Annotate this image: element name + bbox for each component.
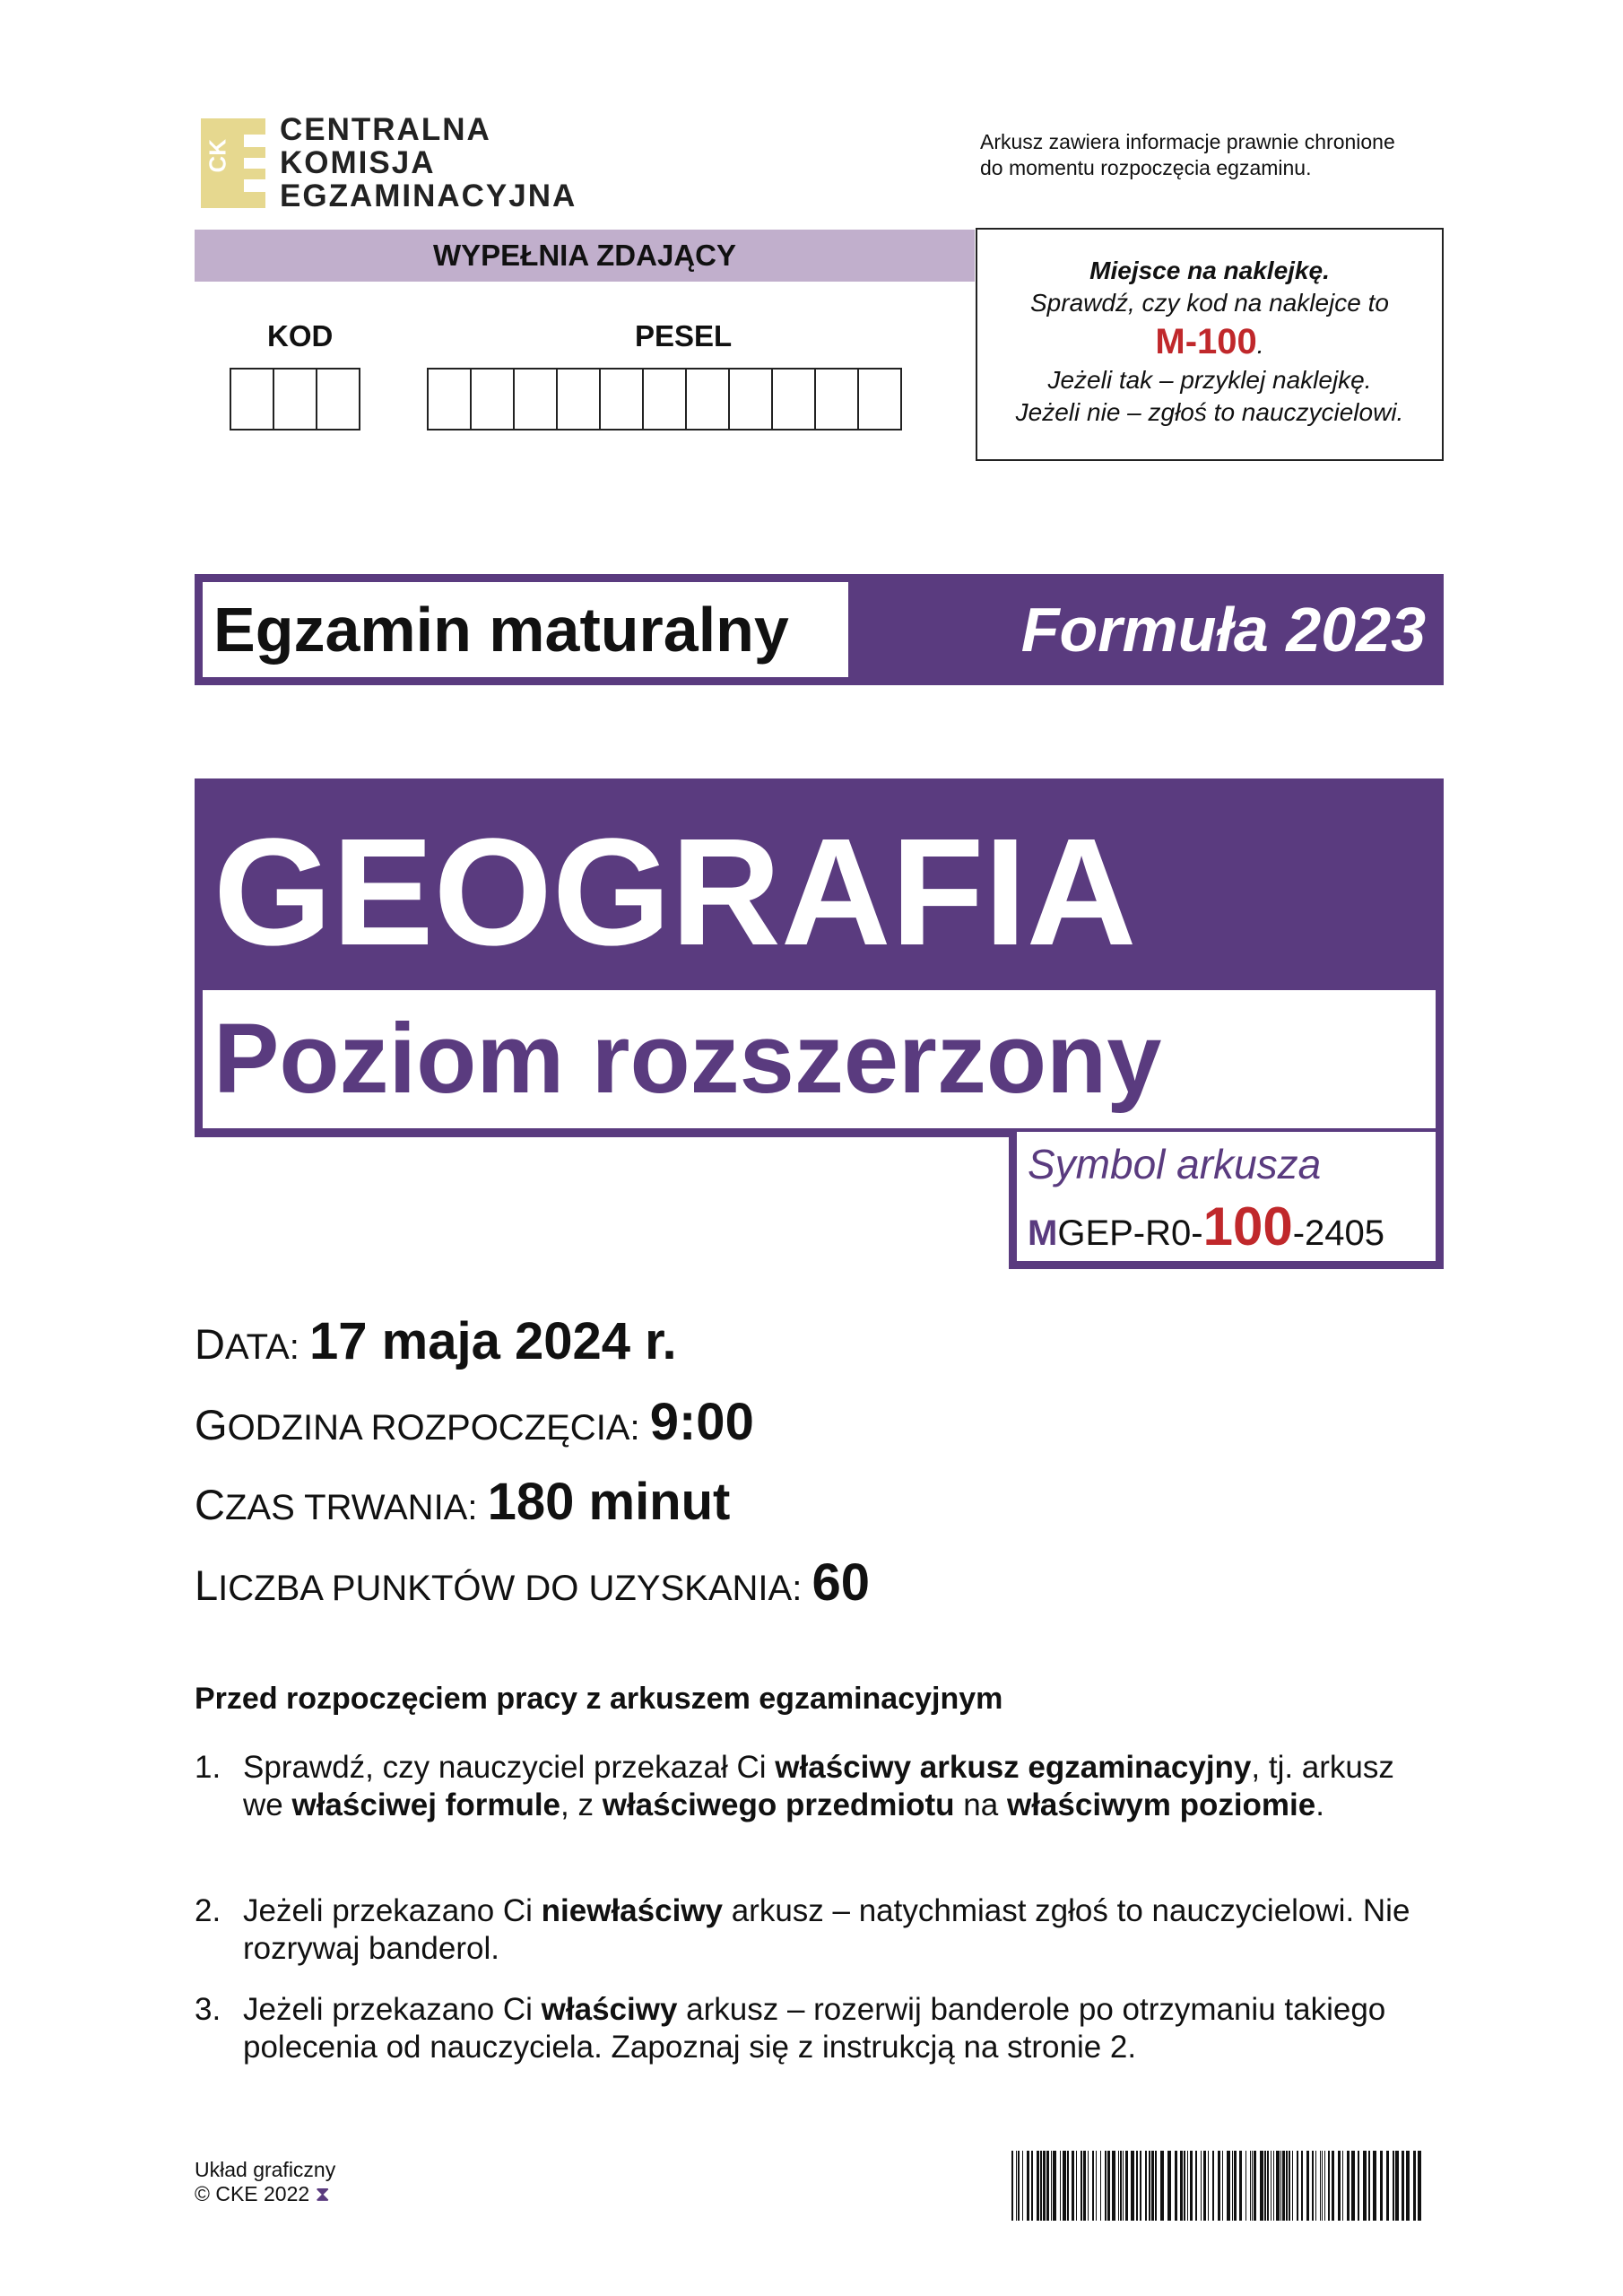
instruction-item <box>195 1749 1432 1824</box>
footer-credit <box>195 2158 335 2206</box>
notice-line: Arkusz zawiera informacje prawnie chronione <box>980 130 1395 153</box>
barcode-bar <box>1081 2151 1082 2221</box>
barcode-bar <box>1180 2151 1183 2221</box>
digit-box[interactable] <box>556 368 601 430</box>
instruction-item <box>195 1892 1432 1968</box>
barcode-bar <box>1418 2151 1421 2221</box>
barcode-bar <box>1201 2151 1202 2221</box>
barcode-bar <box>1123 2151 1124 2221</box>
barcode-bar <box>1338 2151 1341 2221</box>
barcode-bar <box>1018 2151 1020 2221</box>
sticker-line: Jeżeli nie – zgłoś to nauczycielowi. <box>1015 398 1404 426</box>
logo-line: EGZAMINACYJNA <box>280 178 577 213</box>
barcode-bar <box>1273 2151 1274 2221</box>
barcode-bar <box>1031 2151 1033 2221</box>
barcode-bar <box>1046 2151 1049 2221</box>
footer-line: © CKE 2022 <box>195 2182 310 2205</box>
barcode-bar <box>1380 2151 1383 2221</box>
barcode-bar <box>1368 2151 1370 2221</box>
barcode-bar <box>1092 2151 1094 2221</box>
subject-name: GEOGRAFIA <box>213 807 1137 978</box>
before-heading: Przed rozpoczęciem pracy z arkuszem egzaminacyjnym <box>195 1682 1003 1716</box>
barcode-bar <box>1218 2151 1220 2221</box>
barcode-bar <box>1160 2151 1164 2221</box>
barcode-bar <box>1022 2151 1023 2221</box>
barcode-bar <box>1363 2151 1367 2221</box>
barcode-bar <box>1332 2151 1334 2221</box>
barcode-bar <box>1280 2151 1281 2221</box>
barcode-bar <box>1037 2151 1039 2221</box>
subject-level: Poziom rozszerzony <box>213 1004 1162 1114</box>
barcode-bar <box>1105 2151 1107 2221</box>
barcode-bar <box>1306 2151 1309 2221</box>
info-value: 9:00 <box>649 1393 754 1451</box>
instruction-number: 1. <box>195 1750 221 1785</box>
cke-logo-text <box>280 113 577 213</box>
instruction-text: Sprawdź, czy nauczyciel przekazał Ci właściwy arkusz egzaminacyjny, tj. arkusz we właściwej formule, z właściwego przedmiotu na właściwym poziomie. <box>243 1750 1394 1822</box>
barcode-bar <box>1053 2151 1056 2221</box>
barcode-bar <box>1076 2151 1077 2221</box>
logo-line: KOMISJA <box>280 145 436 180</box>
info-cap: C <box>195 1481 225 1528</box>
sticker-code-suffix: . <box>1256 331 1264 359</box>
info-label: ICZBA PUNKTÓW DO UZYSKANIA: <box>218 1569 803 1608</box>
barcode-bar <box>1060 2151 1061 2221</box>
symbol-suffix: -2405 <box>1292 1213 1384 1253</box>
exam-formula: Formuła 2023 <box>1020 595 1426 665</box>
barcode-bar <box>1167 2151 1171 2221</box>
digit-box[interactable] <box>316 368 360 430</box>
symbol-label: Symbol arkusza <box>1028 1141 1322 1187</box>
barcode-bar <box>1232 2151 1233 2221</box>
barcode-bar <box>1358 2151 1359 2221</box>
info-value: 17 maja 2024 r. <box>309 1312 677 1370</box>
barcode-bar <box>1175 2151 1177 2221</box>
instruction-number: 3. <box>195 1992 221 2027</box>
barcode-bar <box>1088 2151 1089 2221</box>
barcode-bar <box>1289 2151 1290 2221</box>
digit-box[interactable] <box>470 368 515 430</box>
sticker-code: M-100 <box>1155 322 1257 361</box>
barcode-bar <box>1297 2151 1298 2221</box>
barcode-bar <box>1107 2151 1110 2221</box>
kod-input-boxes[interactable] <box>231 368 360 430</box>
hourglass-icon: ⧗ <box>315 2182 330 2205</box>
info-duration <box>195 1475 730 1535</box>
info-cap: D <box>195 1320 225 1368</box>
barcode-bar <box>1222 2151 1223 2221</box>
info-label: ATA: <box>224 1327 299 1367</box>
barcode-bar <box>1312 2151 1314 2221</box>
barcode-bar <box>1027 2151 1029 2221</box>
barcode-bar <box>1149 2151 1150 2221</box>
logo-e-shape <box>233 118 265 208</box>
barcode-bar <box>1040 2151 1042 2221</box>
digit-box[interactable] <box>685 368 730 430</box>
pesel-input-boxes[interactable] <box>429 368 902 430</box>
instruction-text: Jeżeli przekazano Ci właściwy arkusz – rozerwij banderole po otrzymaniu takiego polecenia od nauczyciela. Zapoznaj się z instrukcją na stronie 2. <box>243 1992 1386 2065</box>
sticker-line: Sprawdź, czy kod na naklejce to <box>1030 289 1389 317</box>
barcode-bar <box>1140 2151 1141 2221</box>
digit-box[interactable] <box>513 368 558 430</box>
barcode-bar <box>1096 2151 1097 2221</box>
digit-box[interactable] <box>642 368 687 430</box>
fill-band: WYPEŁNIA ZDAJĄCY <box>195 230 975 282</box>
barcode-bar <box>1208 2151 1209 2221</box>
sticker-line: Jeżeli tak – przyklej naklejkę. <box>1047 366 1372 394</box>
barcode-bar <box>1051 2151 1052 2221</box>
footer-line: Układ graficzny <box>195 2158 336 2181</box>
barcode-bar <box>1011 2151 1013 2221</box>
info-label: ODZINA ROZPOCZĘCIA: <box>227 1408 640 1448</box>
symbol-mid: GEP-R0- <box>1057 1213 1203 1253</box>
info-date <box>195 1312 677 1374</box>
digit-box[interactable] <box>771 368 816 430</box>
barcode-bar <box>1386 2151 1389 2221</box>
barcode-bar <box>1184 2151 1185 2221</box>
info-cap: G <box>195 1401 228 1448</box>
barcode-bar <box>1067 2151 1069 2221</box>
barcode-bar <box>1406 2151 1410 2221</box>
barcode-bar <box>1203 2151 1206 2221</box>
barcode-bar <box>1195 2151 1197 2221</box>
barcode-bar <box>1155 2151 1157 2221</box>
barcode-bar <box>1320 2151 1321 2221</box>
barcode-bar <box>1276 2151 1280 2221</box>
info-value: 60 <box>812 1553 870 1612</box>
barcode-bar <box>1100 2151 1101 2221</box>
barcode-bar <box>1264 2151 1266 2221</box>
barcode-bar <box>1254 2151 1256 2221</box>
notice-line: do momentu rozpoczęcia egzaminu. <box>980 156 1312 179</box>
sticker-line: Miejsce na naklejkę. <box>1089 257 1330 284</box>
barcode-bar <box>1301 2151 1303 2221</box>
barcode-bar <box>1260 2151 1263 2221</box>
barcode-bar <box>1145 2151 1147 2221</box>
barcode-bar <box>1136 2151 1138 2221</box>
digit-box[interactable] <box>728 368 773 430</box>
barcode-bar <box>1267 2151 1269 2221</box>
barcode-bar <box>1125 2151 1128 2221</box>
digit-box[interactable] <box>230 368 274 430</box>
barcode-bar <box>1393 2151 1394 2221</box>
exam-title: Egzamin maturalny <box>203 582 848 677</box>
digit-box[interactable] <box>273 368 317 430</box>
barcode-bar <box>1351 2151 1355 2221</box>
barcode-bar <box>1043 2151 1046 2221</box>
instruction-number: 2. <box>195 1893 221 1928</box>
instruction-text: Jeżeli przekazano Ci niewłaściwy arkusz – natychmiast zgłoś to nauczycielowi. Nie rozrywaj banderol. <box>243 1893 1410 1966</box>
info-label: ZAS TRWANIA: <box>224 1488 478 1527</box>
barcode-bar <box>1131 2151 1134 2221</box>
pesel-label: PESEL <box>635 319 733 352</box>
symbol-number: 100 <box>1202 1196 1293 1257</box>
barcode-bar <box>1373 2151 1376 2221</box>
barcode-bar <box>1190 2151 1193 2221</box>
barcode-bar <box>1292 2151 1293 2221</box>
barcode-bar <box>1072 2151 1074 2221</box>
info-start <box>195 1393 754 1455</box>
sticker-area <box>976 228 1444 461</box>
barcode-bar <box>1395 2151 1399 2221</box>
logo-mark-text: CK <box>204 138 231 173</box>
barcode-bar <box>1252 2151 1253 2221</box>
barcode-bar <box>1120 2151 1122 2221</box>
barcode-bar <box>1016 2151 1017 2221</box>
symbol-code <box>1028 1196 1384 1260</box>
barcode-bar <box>1112 2151 1115 2221</box>
barcode-bar <box>1286 2151 1288 2221</box>
barcode-bar <box>1227 2151 1230 2221</box>
symbol-prefix: M <box>1028 1213 1058 1253</box>
digit-box[interactable] <box>814 368 859 430</box>
barcode-bar <box>1245 2151 1246 2221</box>
barcode-bar <box>1342 2151 1343 2221</box>
barcode-bar <box>1347 2151 1350 2221</box>
barcode <box>1011 2151 1424 2221</box>
barcode-bar <box>1118 2151 1119 2221</box>
legal-notice <box>980 129 1395 181</box>
kod-label: KOD <box>267 319 334 352</box>
logo-line: CENTRALNA <box>280 112 491 147</box>
barcode-bar <box>1063 2151 1066 2221</box>
barcode-bar <box>1239 2151 1242 2221</box>
barcode-bar <box>1212 2151 1214 2221</box>
barcode-bar <box>1402 2151 1404 2221</box>
digit-box[interactable] <box>857 368 902 430</box>
barcode-bar <box>1315 2151 1316 2221</box>
digit-box[interactable] <box>427 368 472 430</box>
barcode-bar <box>1234 2151 1237 2221</box>
barcode-bar <box>1151 2151 1154 2221</box>
barcode-bar <box>1324 2151 1325 2221</box>
info-points <box>195 1553 870 1615</box>
digit-box[interactable] <box>599 368 644 430</box>
barcode-bar <box>1282 2151 1285 2221</box>
barcode-bar <box>1083 2151 1086 2221</box>
cke-logo-mark <box>201 118 265 208</box>
instruction-item <box>195 1991 1432 2066</box>
barcode-bar <box>1328 2151 1330 2221</box>
info-value: 180 minut <box>487 1473 731 1531</box>
barcode-bar <box>1187 2151 1188 2221</box>
barcode-bar <box>1322 2151 1323 2221</box>
barcode-bar <box>1413 2151 1416 2221</box>
barcode-bar <box>1250 2151 1251 2221</box>
info-cap: L <box>195 1561 219 1609</box>
